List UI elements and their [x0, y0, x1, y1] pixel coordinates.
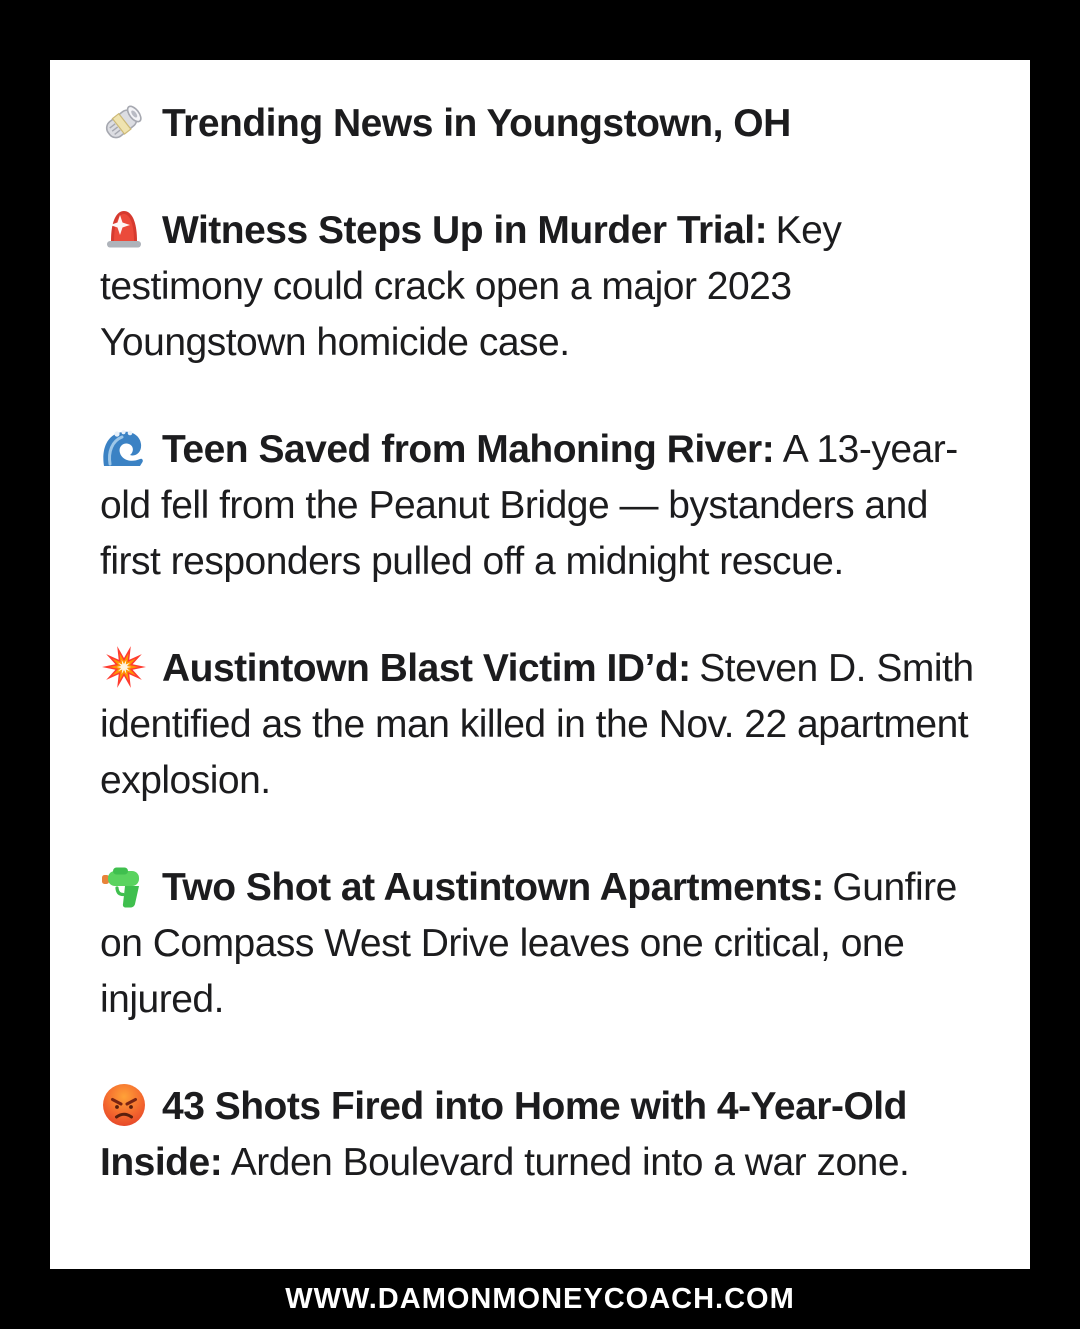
news-item — [100, 860, 980, 1028]
news-item-body: Steven D. Smith identified as the man killed in the Nov. 22 apartment explosion. — [100, 647, 974, 802]
news-item-headline: 43 Shots Fired into Home with 4-Year-Old Inside: — [100, 1085, 907, 1184]
water-wave-icon — [100, 424, 148, 472]
news-item-headline: Teen Saved from Mahoning River: — [162, 428, 775, 471]
news-item-body: A 13-year-old fell from the Peanut Bridge — bystanders and first responders pulled off a midnight rescue. — [100, 428, 958, 583]
footer-url-text: WWW.DAMONMONEYCOACH.COM — [285, 1282, 795, 1315]
news-item-headline: Witness Steps Up in Murder Trial: — [162, 209, 768, 252]
news-item — [100, 203, 980, 371]
news-item-headline: Austintown Blast Victim ID’d: — [162, 647, 691, 690]
news-item-headline: Two Shot at Austintown Apartments: — [162, 866, 824, 909]
collision-burst-icon — [100, 643, 148, 691]
police-light-icon — [100, 205, 148, 253]
news-card — [50, 60, 1030, 1269]
rolled-newspaper-icon — [100, 98, 148, 146]
water-gun-icon — [100, 862, 148, 910]
news-item — [100, 1079, 980, 1191]
angry-face-icon — [100, 1081, 148, 1129]
news-item-body: Arden Boulevard turned into a war zone. — [230, 1141, 910, 1184]
page-title — [100, 96, 980, 152]
news-item-body: Gunfire on Compass West Drive leaves one critical, one injured. — [100, 866, 957, 1021]
page-title-text: Trending News in Youngstown, OH — [162, 102, 791, 145]
news-item — [100, 641, 980, 809]
footer-band — [0, 1269, 1080, 1329]
news-item — [100, 422, 980, 590]
news-item-body: Key testimony could crack open a major 2023 Youngstown homicide case. — [100, 209, 842, 364]
